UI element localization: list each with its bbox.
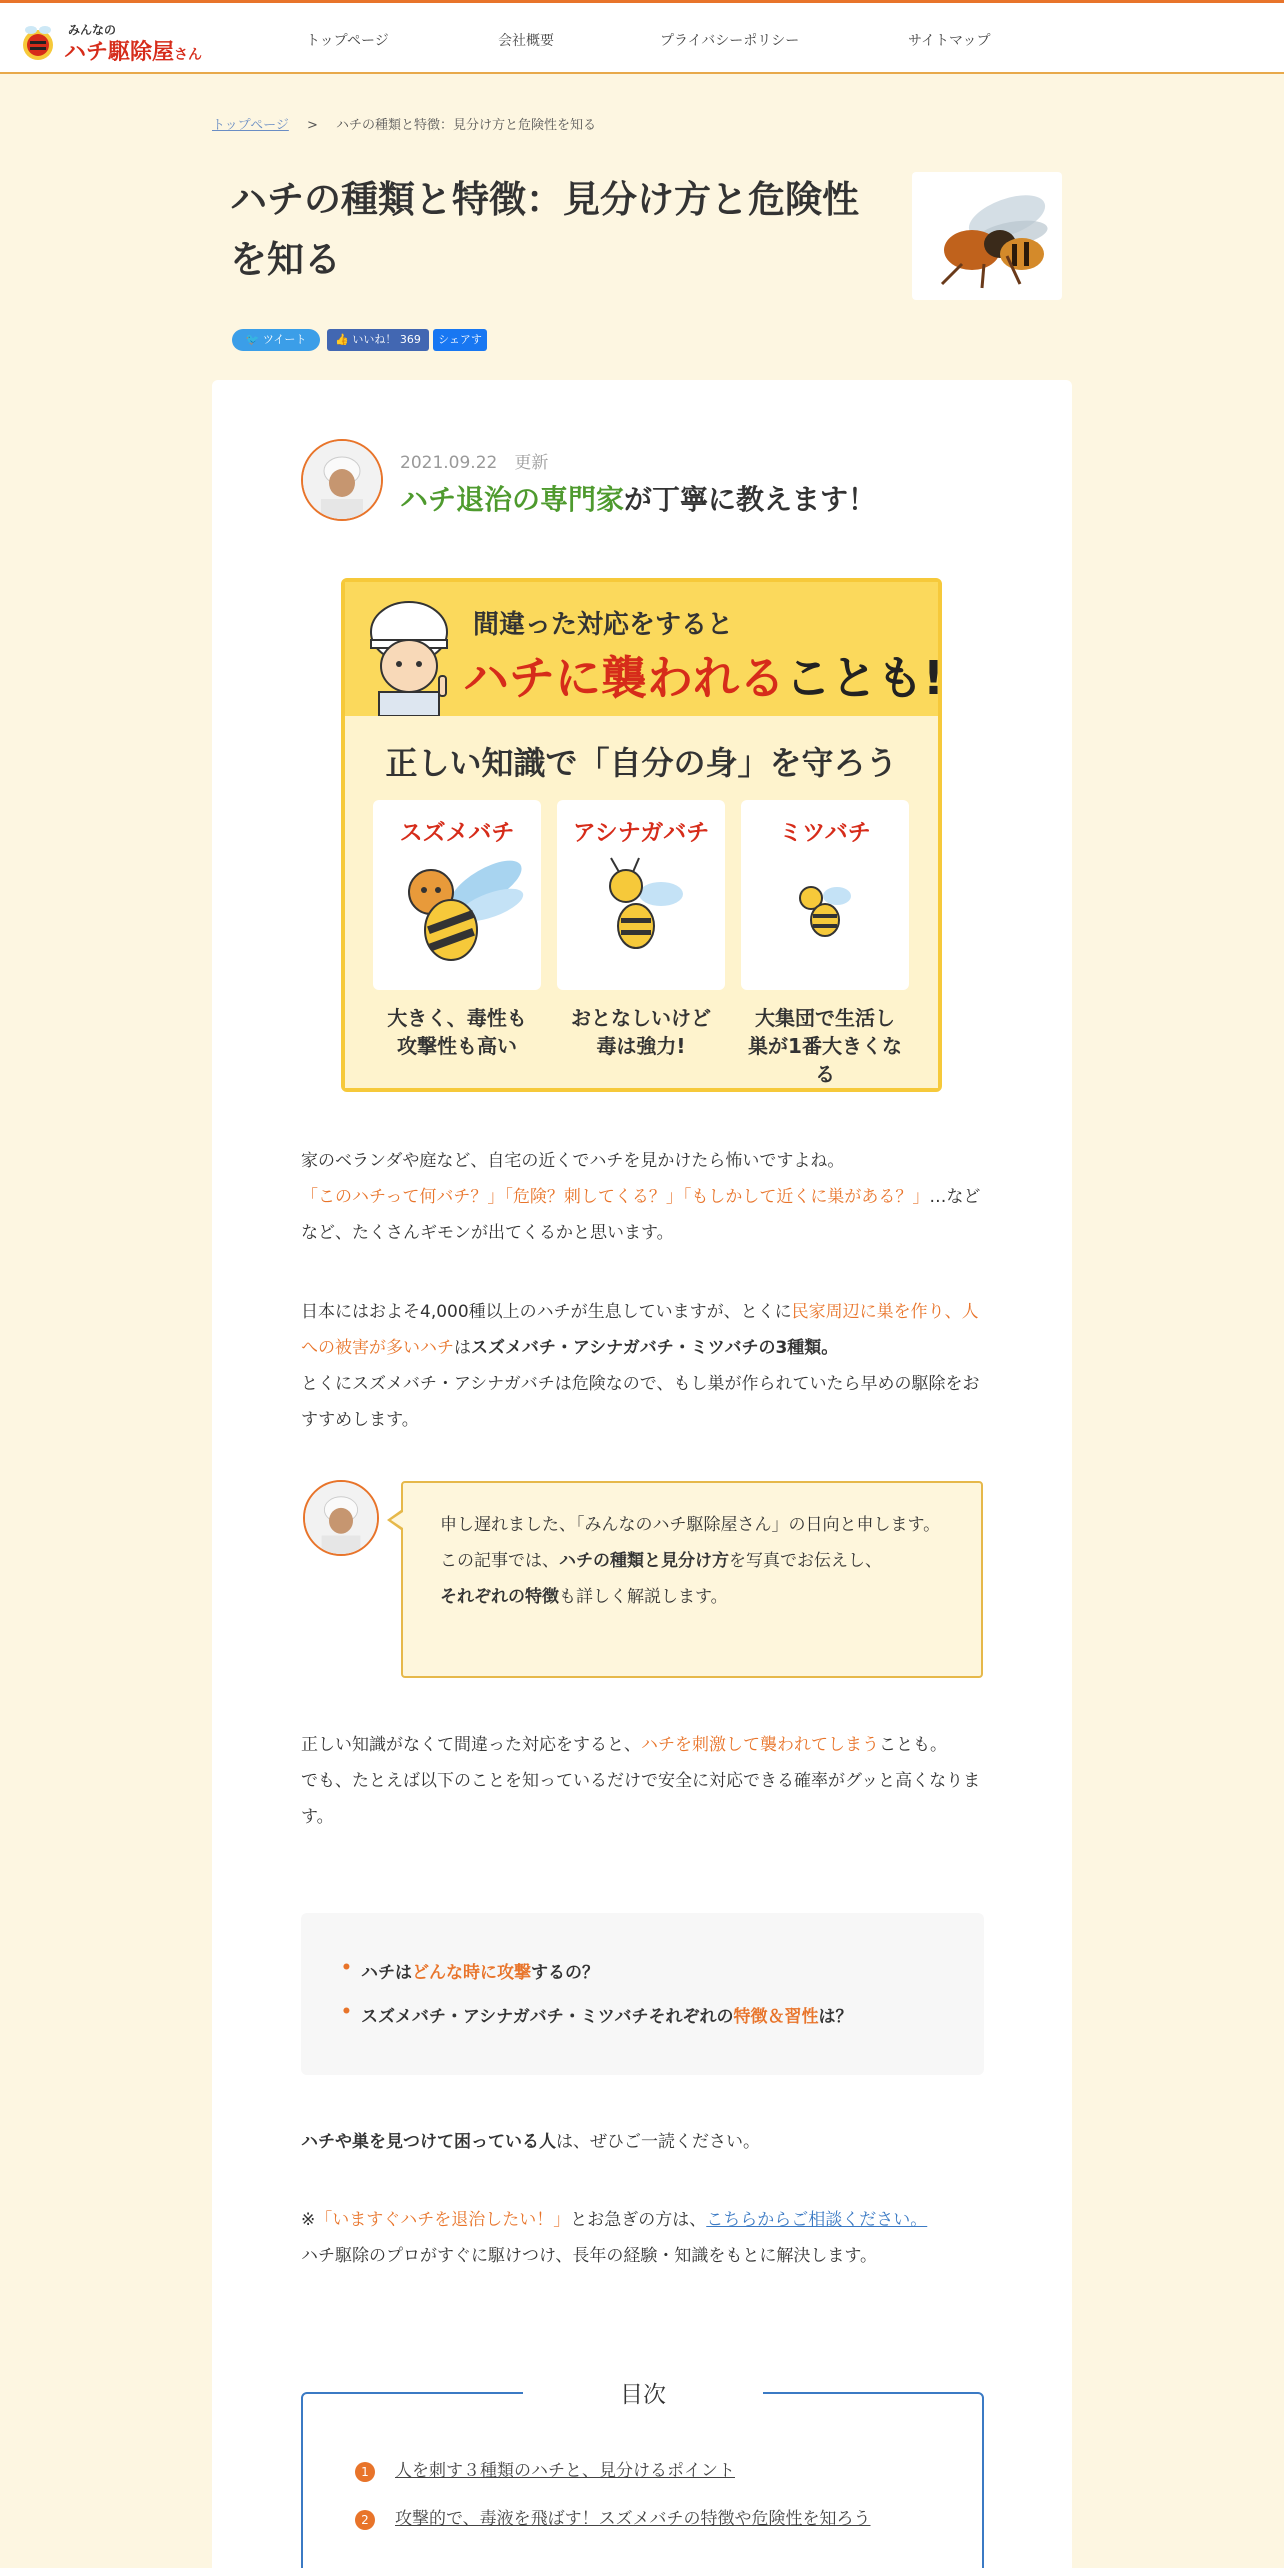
table-of-contents <box>301 2382 984 2568</box>
speech-bold: ハチの種類と見分け方 <box>559 1551 729 1571</box>
bee-card-ashinagabachi <box>557 800 725 990</box>
nav-privacy-policy[interactable]: プライバシーポリシー <box>660 33 800 49</box>
intro-paragraph <box>301 1143 984 1251</box>
bee-name: アシナガバチ <box>572 820 710 846</box>
speech-line: も詳しく解説します。 <box>559 1587 728 1607</box>
nav-company[interactable]: 会社概要 <box>498 33 554 49</box>
logo-main-label: ハチ駆除屋 <box>64 40 175 65</box>
bee-desc-line: 大集団で生活し <box>755 1006 895 1030</box>
readers-text: は、ぜひご一読ください。 <box>556 2132 760 2152</box>
speech-bubble <box>401 1481 983 1678</box>
twitter-icon: 🐦 <box>245 333 260 346</box>
expert-rest: が丁寧に教えます！ <box>624 483 877 516</box>
bee-desc-mitsubachi <box>741 1004 909 1088</box>
species-highlight: 民家周辺に巣を作り、人への被害が多いハチ <box>301 1302 979 1358</box>
bee-desc-line: おとなしいけど <box>571 1006 711 1030</box>
bee-desc-line: 毒は強力! <box>596 1034 686 1058</box>
key-points-box <box>301 1913 984 2075</box>
author-avatar-small <box>303 1480 379 1556</box>
logo-small-text: みんなの <box>68 23 117 37</box>
expert-highlight: ハチ退治の専門家 <box>400 483 625 516</box>
hornet-icon <box>912 172 1062 300</box>
intro-tail: …などなど、たくさんギモンが出てくるかと思います。 <box>301 1187 981 1243</box>
species-text: は <box>454 1338 471 1358</box>
author-avatar <box>301 439 383 521</box>
breadcrumb-home[interactable]: トップページ <box>212 118 289 133</box>
key-point-text: するの？ <box>531 1963 599 1983</box>
speech-text <box>440 1507 960 1615</box>
site-header <box>0 0 1284 74</box>
infographic-line2-red: ハチに襲われる <box>463 651 785 705</box>
toc-number: 1 <box>355 2462 375 2482</box>
worker-illustration-icon <box>363 592 455 716</box>
key-point-highlight: 特徴＆習性 <box>733 2007 819 2027</box>
tweet-label: ツイート <box>262 333 307 346</box>
species-bold: スズメバチ・アシナガバチ・ミツバチの3種類。 <box>471 1338 839 1358</box>
key-point-highlight: どんな時に攻撃 <box>412 1963 531 1983</box>
bee-desc-suzumebachi <box>373 1004 541 1060</box>
readers-paragraph <box>301 2124 984 2160</box>
speech-pointer-inner <box>391 1512 403 1528</box>
key-point-text: ハチは <box>361 1963 412 1983</box>
bee-name: スズメバチ <box>399 820 515 846</box>
bee-card-suzumebachi <box>373 800 541 990</box>
infographic-line2 <box>463 642 944 708</box>
consult-link[interactable]: こちらからご相談ください。 <box>706 2210 928 2230</box>
species-text: 日本にはおよそ4,000種以上のハチが生息していますが、とくに <box>301 1302 792 1322</box>
danger-text: でも、たとえば以下のことを知っているだけで安全に対応できる確率がグッと高くなります。 <box>301 1771 981 1827</box>
bee-desc-ashinagabachi <box>557 1004 725 1060</box>
infographic-line2-black: ことも! <box>785 651 944 705</box>
nav-sitemap[interactable]: サイトマップ <box>908 33 991 49</box>
intro-questions: 「このハチって何バチ？」「危険？刺してくる？」「もしかして近くに巣がある？」 <box>301 1187 930 1207</box>
bee-infographic <box>341 578 942 1092</box>
danger-text: ことも。 <box>879 1735 947 1755</box>
breadcrumb-separator: > <box>306 118 318 133</box>
hornet-photo <box>912 172 1062 300</box>
urgent-highlight: 「いますぐハチを退治したい！」 <box>315 2210 571 2230</box>
like-button[interactable] <box>327 329 429 351</box>
urgent-text: ハチ駆除のプロがすぐに駆けつけ、長年の経験・知識をもとに解決します。 <box>301 2246 877 2266</box>
bee-desc-line: 巣が1番大きくなる <box>748 1034 902 1086</box>
speech-line: この記事では、 <box>440 1551 559 1571</box>
danger-highlight: ハチを刺激して襲われてしまう <box>641 1735 879 1755</box>
bee-name: ミツバチ <box>779 820 871 846</box>
urgent-text: とお急ぎの方は、 <box>570 2210 707 2230</box>
bee-desc-line: 大きく、毒性も <box>387 1006 527 1030</box>
toc-item-1[interactable]: 人を刺す３種類のハチと、見分けるポイント <box>395 2461 735 2481</box>
key-point-item <box>361 2002 852 2027</box>
readers-bold: ハチや巣を見つけて困っている人 <box>301 2132 556 2152</box>
nav-top-page[interactable]: トップページ <box>306 33 389 49</box>
key-point-text: スズメバチ・アシナガバチ・ミツバチそれぞれの <box>361 2007 734 2027</box>
thumbs-up-icon: 👍 <box>335 333 349 346</box>
share-button[interactable]: シェアす <box>433 329 487 351</box>
toc-title: 目次 <box>523 2376 763 2409</box>
infographic-body <box>345 716 938 1088</box>
danger-text: 正しい知識がなくて間違った対応をすると、 <box>301 1735 641 1755</box>
honeybee-icon <box>785 876 865 946</box>
bee-card-mitsubachi <box>741 800 909 990</box>
speech-bold: それぞれの特徴 <box>440 1587 559 1607</box>
page-title: ハチの種類と特徴：見分け方と危険性を知る <box>230 178 859 281</box>
logo-suffix: さん <box>174 47 203 63</box>
update-date: 2021.09.22 更新 <box>400 453 549 473</box>
expert-heading <box>400 478 876 518</box>
key-point-item <box>361 1958 599 1983</box>
global-nav <box>0 3 1284 77</box>
hornet-icon <box>391 850 531 970</box>
infographic-header <box>345 582 944 716</box>
urgent-mark: ※ <box>301 2210 316 2230</box>
danger-paragraph <box>301 1727 984 1835</box>
toc-number: 2 <box>355 2510 375 2530</box>
toc-item-2[interactable]: 攻撃的で、毒液を飛ばす！スズメバチの特徴や危険性を知ろう <box>395 2509 871 2529</box>
infographic-line1: 間違った対応をすると <box>473 610 734 640</box>
paper-wasp-icon <box>581 854 701 974</box>
speech-line: 申し遅れました、「みんなのハチ駆除屋さん」の日向と申します。 <box>440 1515 941 1535</box>
species-paragraph <box>301 1294 984 1438</box>
urgent-paragraph <box>301 2202 984 2274</box>
key-point-text: は？ <box>818 2007 853 2027</box>
intro-line: 家のベランダや庭など、自宅の近くでハチを見かけたら怖いですよね。 <box>301 1151 845 1171</box>
bee-desc-line: 攻撃性も高い <box>397 1034 517 1058</box>
tweet-button[interactable] <box>232 329 320 351</box>
speech-line: を写真でお伝えし、 <box>729 1551 882 1571</box>
like-label: いいね！ 369 <box>352 333 421 346</box>
infographic-heading: 正しい知識で「自分の身」を守ろう <box>385 744 898 782</box>
species-text: とくにスズメバチ・アシナガバチは危険なので、もし巣が作られていたら早めの駆除をおすすめします。 <box>301 1374 980 1430</box>
breadcrumb <box>212 114 596 133</box>
breadcrumb-current: ハチの種類と特徴：見分け方と危険性を知る <box>336 118 597 133</box>
